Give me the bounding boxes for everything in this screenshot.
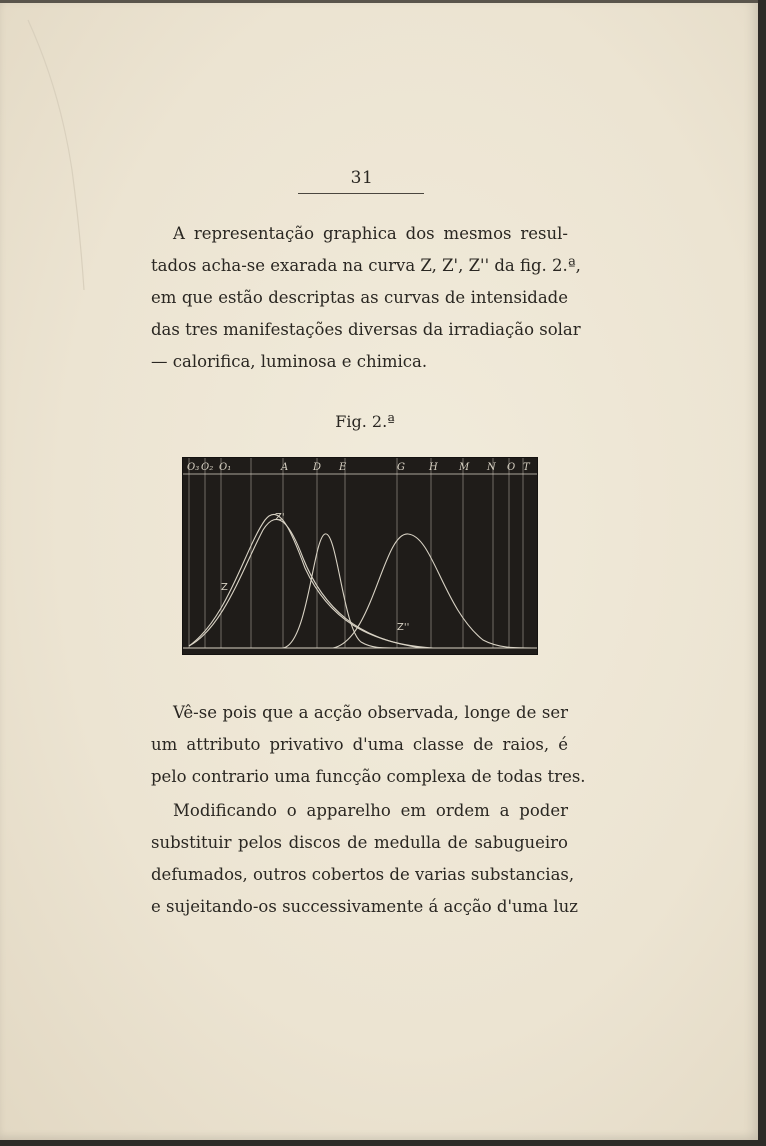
spectral-line-label: H <box>429 462 438 473</box>
paragraph-2 <box>151 697 586 793</box>
curve-label: Z' <box>275 512 285 523</box>
paragraph-1 <box>151 218 581 378</box>
text-line: Modificando o apparelho em ordem a poder <box>173 801 568 820</box>
spectrum-figure <box>182 457 538 655</box>
spectral-line-label: E <box>339 462 347 473</box>
spectral-line-label: N <box>487 462 496 473</box>
text-line: um attributo privativo d'uma classe de raios, é <box>151 735 568 754</box>
text-line: A representação graphica dos mesmos resul- <box>173 224 568 243</box>
page-number: 31 <box>350 168 374 188</box>
text-line: e sujeitando-os successivamente á acção d'uma luz <box>151 897 578 916</box>
spectral-line-label: T <box>523 462 530 473</box>
page-fold-line <box>0 0 90 300</box>
spectral-line-label: D <box>313 462 322 473</box>
spectral-line-label: O₂ <box>201 462 214 473</box>
page-edge-bottom <box>0 1140 766 1146</box>
text-line: — calorifica, luminosa e chimica. <box>151 352 428 371</box>
spectral-line-label: M <box>459 462 470 473</box>
text-line: Vê-se pois que a acção observada, longe de ser <box>173 703 568 722</box>
spectral-line-label: O₃ <box>187 462 200 473</box>
text-line: substituir pelos discos de medulla de sabugueiro <box>151 833 568 852</box>
curve-label: Z <box>221 582 228 593</box>
text-line: defumados, outros cobertos de varias substancias, <box>151 865 575 884</box>
spectral-line-label: O <box>507 462 516 473</box>
curve-label: Z'' <box>397 622 410 633</box>
text-line: das tres manifestações diversas da irradiação solar <box>151 320 581 339</box>
spectral-line-label: G <box>397 462 405 473</box>
page-number-rule <box>298 193 424 194</box>
page-edge-top <box>0 0 766 3</box>
text-line: em que estão descriptas as curvas de intensidade <box>151 288 568 307</box>
page-edge-right <box>758 0 766 1146</box>
spectrum-plot <box>183 458 537 654</box>
text-line: pelo contrario uma funcção complexa de todas tres. <box>151 767 586 786</box>
spectral-line-label: O₁ <box>219 462 232 473</box>
paragraph-3 <box>151 795 578 923</box>
spectral-line-label: A <box>281 462 289 473</box>
figure-caption: Fig. 2.ª <box>335 412 395 431</box>
text-line: tados acha-se exarada na curva Z, Z', Z'' da fig. 2.ª, <box>151 256 581 275</box>
